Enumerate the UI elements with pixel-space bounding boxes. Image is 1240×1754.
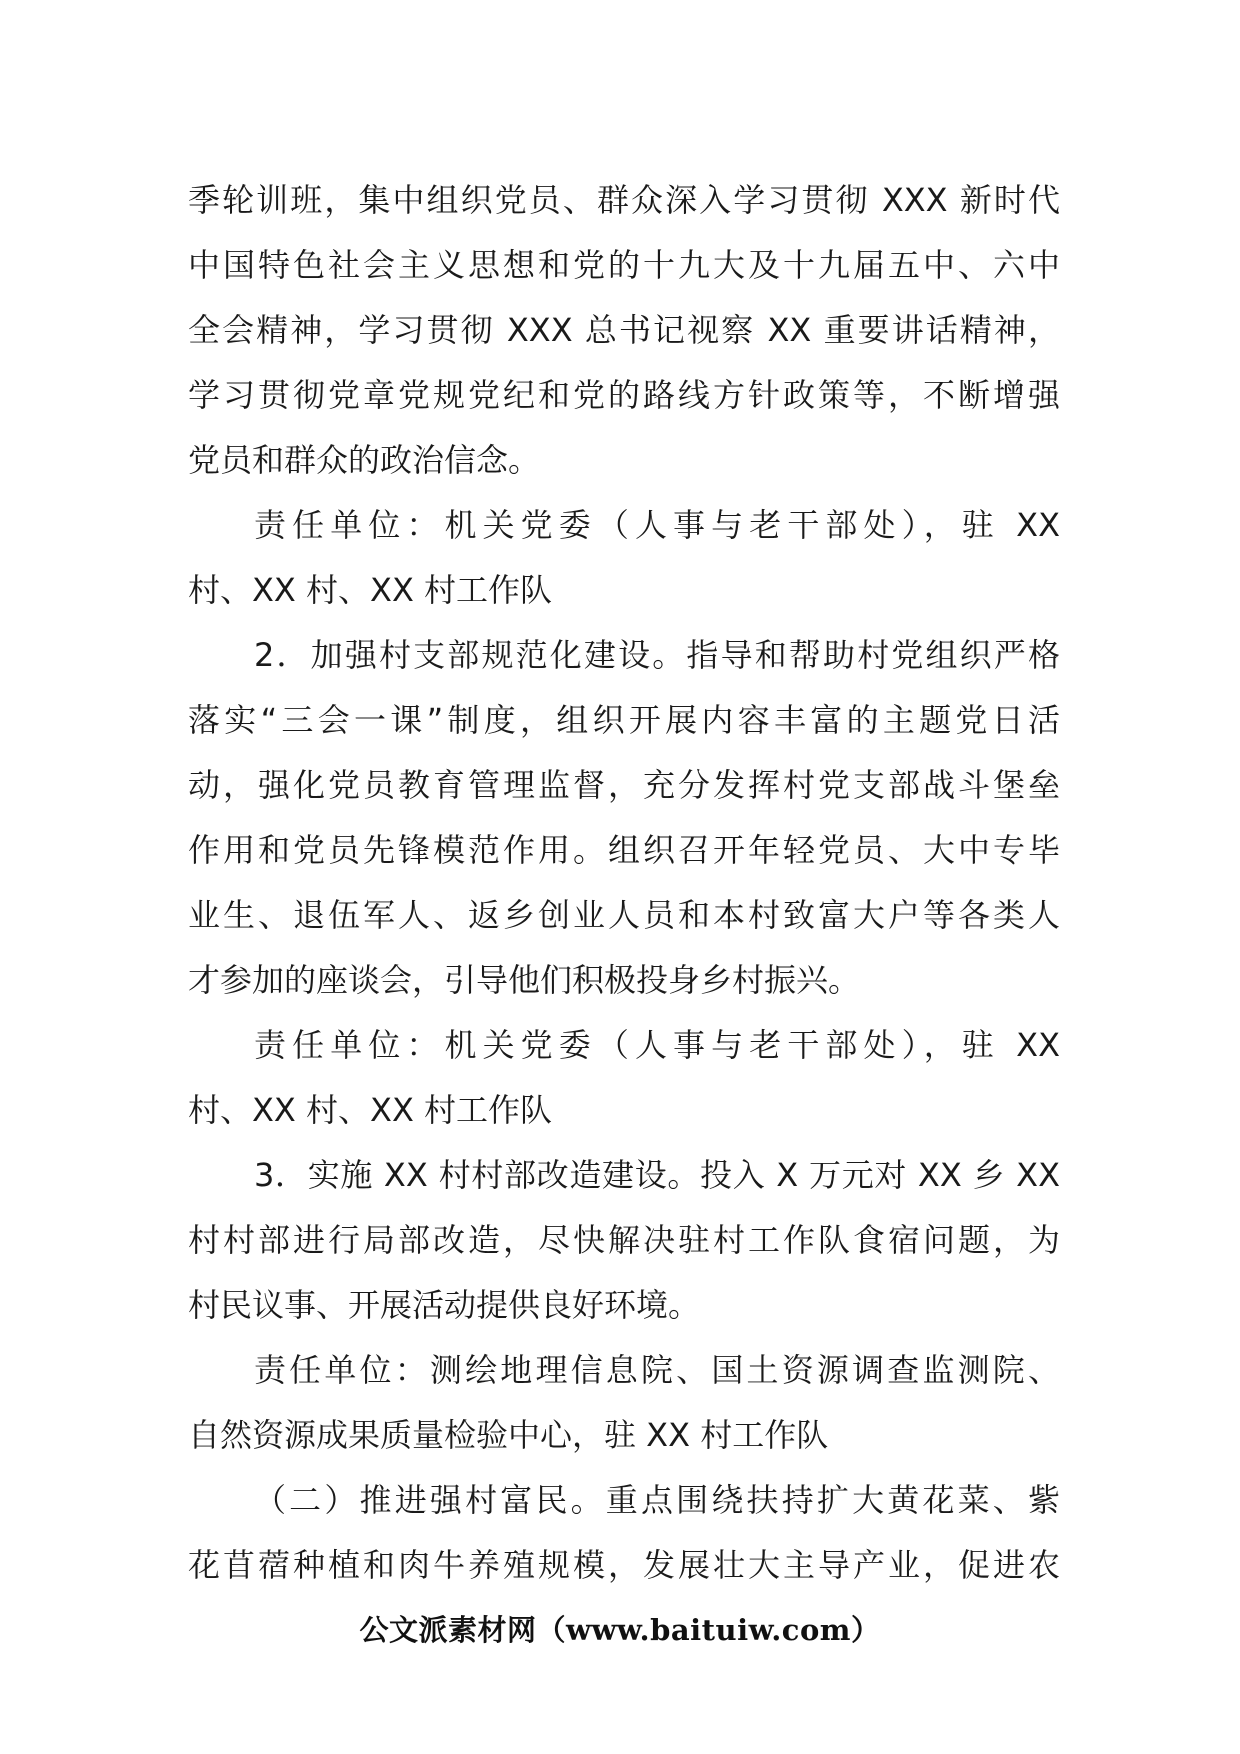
document-body [188,168,1060,1598]
text-line: 中国特色社会主义思想和党的十九大及十九届五中、六中 [188,246,1060,284]
text-line: 作用和党员先锋模范作用。组织召开年轻党员、大中专毕 [188,831,1060,869]
text-line: （二）推进强村富民。重点围绕扶持扩大黄花菜、紫 [254,1481,1060,1519]
text-line: 党员和群众的政治信念。 [188,441,541,479]
text-line: 3．实施 XX 村村部改造建设。投入 X 万元对 XX 乡 XX [254,1156,1060,1194]
text-line: 花苜蓿种植和肉牛养殖规模，发展壮大主导产业，促进农 [188,1546,1060,1584]
text-line: 业生、退伍军人、返乡创业人员和本村致富大户等各类人 [188,896,1060,934]
text-line: 全会精神，学习贯彻 XXX 总书记视察 XX 重要讲话精神， [188,311,1060,349]
text-line: 落实“三会一课”制度，组织开展内容丰富的主题党日活 [188,701,1060,739]
text-line: 2．加强村支部规范化建设。指导和帮助村党组织严格 [254,636,1060,674]
text-line: 自然资源成果质量检验中心，驻 XX 村工作队 [188,1416,829,1454]
text-line: 学习贯彻党章党规党纪和党的路线方针政策等，不断增强 [188,376,1060,414]
text-line: 才参加的座谈会，引导他们积极投身乡村振兴。 [188,961,861,999]
text-line: 村、XX 村、XX 村工作队 [188,1091,553,1129]
text-line: 村、XX 村、XX 村工作队 [188,571,553,609]
text-line: 动，强化党员教育管理监督，充分发挥村党支部战斗堡垒 [188,766,1060,804]
footer-watermark: 公文派素材网（www.baituiw.com） [359,1613,881,1647]
text-line: 村村部进行局部改造，尽快解决驻村工作队食宿问题，为 [188,1221,1060,1259]
text-line: 季轮训班，集中组织党员、群众深入学习贯彻 XXX 新时代 [188,181,1060,219]
text-line: 责任单位：机关党委（人事与老干部处），驻 XX [254,506,1060,544]
text-line: 责任单位：测绘地理信息院、国土资源调查监测院、 [254,1351,1060,1389]
text-line: 责任单位：机关党委（人事与老干部处），驻 XX [254,1026,1060,1064]
text-line: 村民议事、开展活动提供良好环境。 [188,1286,701,1324]
